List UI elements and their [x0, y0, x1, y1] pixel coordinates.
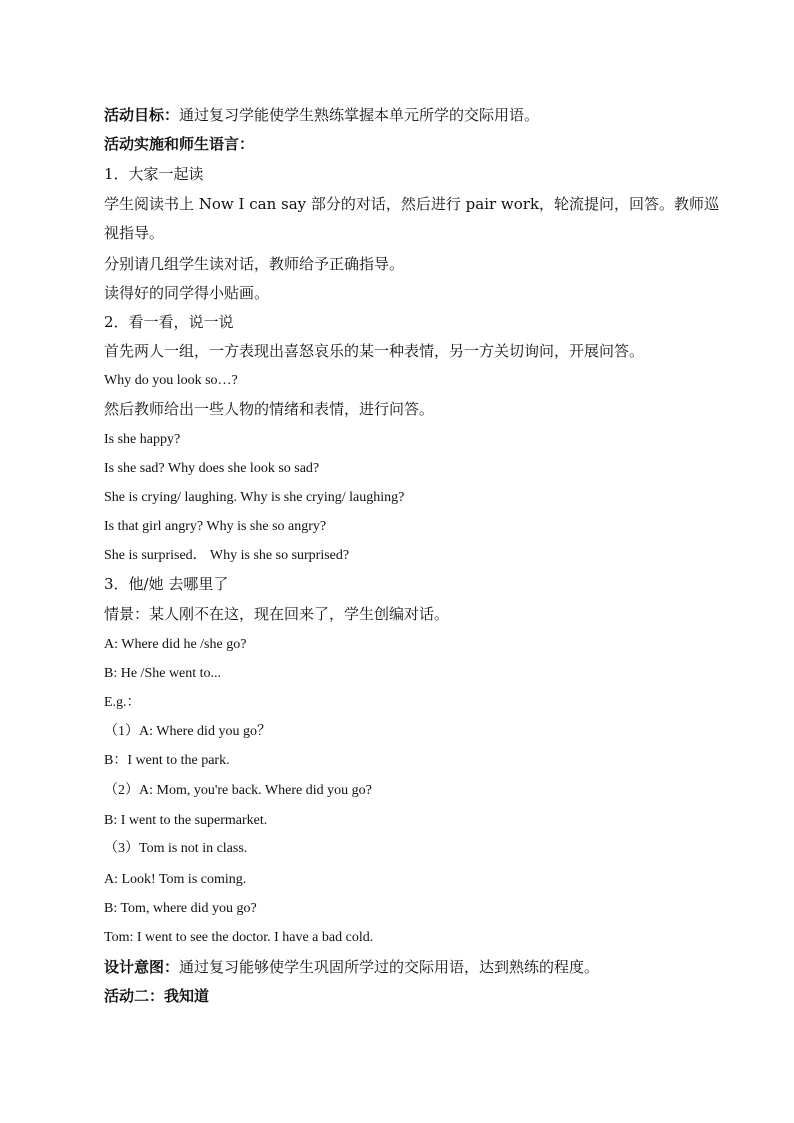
- goal-label: 活动目标：: [104, 106, 180, 124]
- section-3-line-5: B：I went to the park.: [104, 753, 230, 768]
- activity-2-heading: 活动二：我知道: [104, 987, 210, 1005]
- section-1-title: 1．大家一起读: [104, 165, 204, 183]
- section-3-title: 3．他/她 去哪里了: [104, 575, 229, 593]
- goal-text: 通过复习学能使学生熟练掌握本单元所学的交际用语。: [179, 106, 540, 124]
- implementation-heading: 活动实施和师生语言：: [104, 135, 255, 153]
- section-2-paragraph-2: 然后教师给出一些人物的情绪和表情，进行问答。: [104, 400, 435, 418]
- activity-goal: [104, 105, 539, 125]
- section-3-line-6: （2）A: Mom, you're back. Where did you go?: [104, 783, 372, 798]
- section-3-line-3: E.g.：: [104, 695, 141, 710]
- section-3-line-9: A: Look! Tom is coming.: [104, 872, 247, 887]
- section-3-paragraph-1: 情景：某人刚不在这，现在回来了，学生创编对话。: [104, 605, 450, 623]
- section-3-line-7: B: I went to the supermarket.: [104, 813, 268, 828]
- section-2-line-1: Is she happy?: [104, 432, 181, 447]
- section-3-line-8: （3）Tom is not in class.: [104, 841, 248, 856]
- section-2-line-2: Is she sad? Why does she look so sad?: [104, 461, 320, 476]
- section-1-paragraph-2: 分别请几组学生读对话，教师给予正确指导。: [104, 255, 405, 273]
- section-3-line-10: B: Tom, where did you go?: [104, 901, 257, 916]
- section-3-line-11: Tom: I went to see the doctor. I have a bad cold.: [104, 930, 374, 945]
- section-3-line-1: A: Where did he /she go?: [104, 637, 247, 652]
- section-2-title: 2．看一看，说一说: [104, 313, 234, 331]
- section-3-line-2: B: He /She went to...: [104, 666, 222, 681]
- section-3-line-4: （1）A: Where did you go？: [104, 724, 271, 739]
- section-1-paragraph-3: 读得好的同学得小贴画。: [104, 284, 270, 302]
- design-label: 设计意图：: [104, 958, 180, 976]
- section-2-line-3: She is crying/ laughing. Why is she crying/ laughing?: [104, 490, 405, 505]
- section-2-line-4: Is that girl angry? Why is she so angry?: [104, 519, 327, 534]
- section-2-paragraph-1: 首先两人一组，一方表现出喜怒哀乐的某一种表情，另一方关切询问，开展问答。: [104, 342, 645, 360]
- section-2-question: Why do you look so…?: [104, 373, 238, 388]
- design-intent: [104, 957, 599, 977]
- section-1-paragraph-1b: 视指导。: [104, 224, 165, 242]
- section-2-line-5: She is surprised． Why is she so surprised?: [104, 548, 350, 563]
- design-text: 通过复习能够使学生巩固所学过的交际用语，达到熟练的程度。: [179, 958, 600, 976]
- section-1-paragraph-1a: 学生阅读书上 Now I can say 部分的对话，然后进行 pair work，轮流提问，回答。教师巡: [104, 195, 720, 213]
